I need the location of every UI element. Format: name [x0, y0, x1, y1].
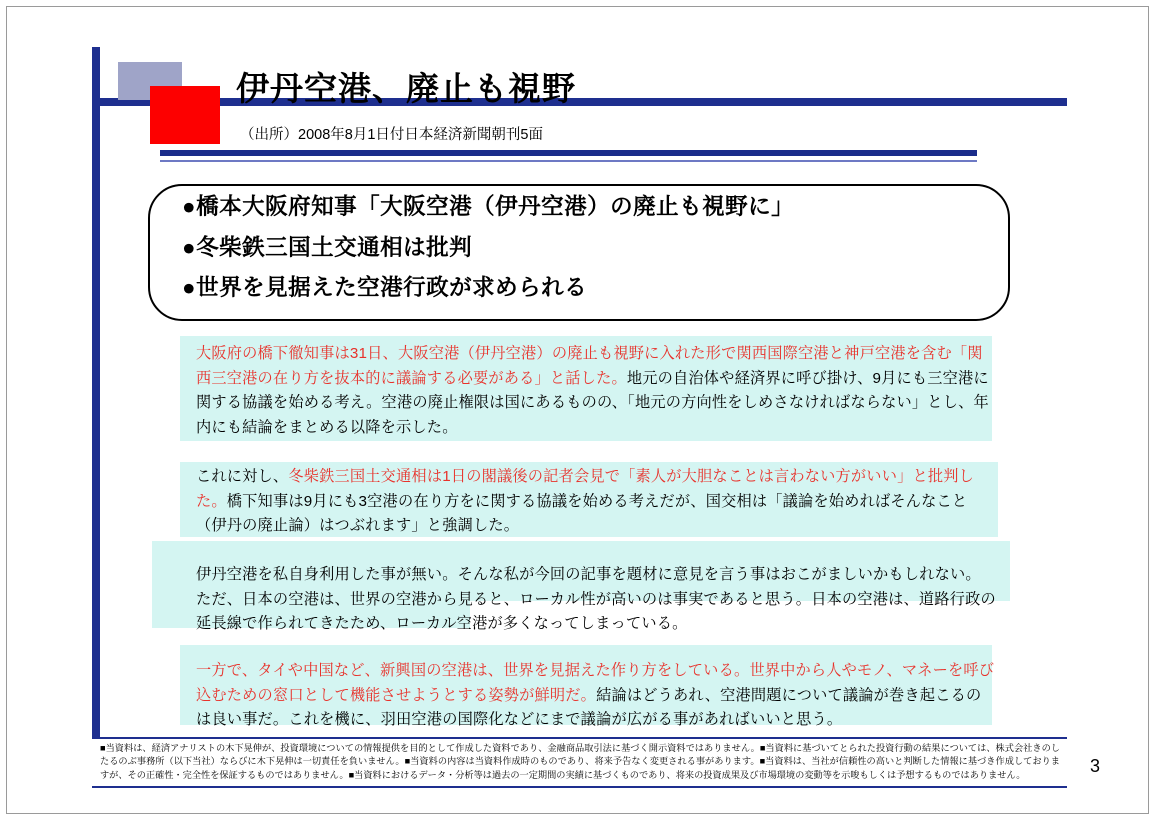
- body-paragraph: [196, 659, 996, 733]
- source-citation: （出所）2008年8月1日付日本経済新聞朝刊5面: [240, 127, 543, 143]
- paragraph-segment: 冬柴鉄三国土交通相は1日の閣議後の記者会見で「素人が大胆なことは言わない方がいい」と批判した。: [196, 468, 975, 510]
- body-paragraph: [196, 563, 996, 637]
- left-edge-bar: [92, 106, 100, 738]
- callout-item: ●橋本大阪府知事「大阪空港（伊丹空港）の廃止も視野に」: [182, 194, 795, 219]
- footer-rule-top: [92, 737, 1067, 739]
- paragraph-segment: 橋下知事は9月にも3空港の在り方をに関する協議を始める考えだが、国交相は「議論を始めればそんなこと（伊丹の廃止論）はつぶれます」と強調した。: [196, 492, 968, 535]
- footer-rule-bottom: [92, 786, 1067, 788]
- header-red-square: [150, 86, 220, 144]
- body-paragraph: [196, 342, 996, 441]
- page-title: 伊丹空港、廃止も視野: [236, 70, 576, 107]
- header-underline-thick: [160, 150, 977, 156]
- callout-item: ●世界を見据えた空港行政が求められる: [182, 275, 588, 300]
- summary-callout-list: [182, 196, 982, 318]
- body-paragraph: [196, 465, 996, 539]
- paragraph-segment: 地元の自治体や経済界に呼び掛け、9月にも三空港に関する協議を始める考え。空港の廃止権限は国にあるものの、「地元の方向性をしめさなければならない」とし、年内にも結論をまとめる以降を示した。: [196, 369, 989, 436]
- paragraph-segment: 大阪府の橋下徹知事は31日、大阪空港（伊丹空港）の廃止も視野に入れた形で関西国際空港と神戸空港を含む「関西三空港の在り方を抜本的に議論する必要がある」と話した。: [196, 345, 983, 387]
- paragraph-segment: 結論はどうあれ、空港問題について議論が巻き起こるのは良い事だ。これを機に、羽田空港の国際化などにまで議論が広がる事があればいいと思う。: [196, 686, 982, 729]
- paragraph-segment: これに対し、: [196, 468, 289, 485]
- page-number: 3: [1090, 756, 1101, 776]
- disclaimer-text: ■当資料は、経済アナリストの木下晃伸が、投資環境についての情報提供を目的として作成した資料であり、金融商品取引法に基づく開示資料ではありません。■当資料に基づいてとられた投資行動の結果については、株式会社きのしたるのぶ事務所（以下当社）ならびに木下晃伸は一切責任を負いません。■当資料の内容は当資料作成時のものであり、将来予告なく変更される事があります。■当資料は、当社が信頼性の高いと判断した情報に基づき作成しておりますが、その正確性・完全性を保証するものではありません。■当資料におけるデータ・分析等は過去の一定期間の実績に基づくものであり、将来の投資成果及び市場環境の変動等を示唆もしくは予想するものではありません。: [100, 743, 1061, 780]
- paragraph-segment: 一方で、タイや中国など、新興国の空港は、世界を見据えた作り方をしている。世界中から人やモノ、マネーを呼び込むための窓口として機能させようとする姿勢が鮮明だ。: [196, 662, 995, 704]
- paragraph-segment: 伊丹空港を私自身利用した事が無い。そんな私が今回の記事を題材に意見を言う事はおこがましいかもしれない。ただ、日本の空港は、世界の空港から見ると、ローカル性が高いのは事実であると思う。日本の空港は、道路行政の延長線で作られてきたため、ローカル空港が多くなってしまっている。: [196, 566, 996, 633]
- header-underline-thin: [160, 160, 977, 162]
- callout-item: ●冬柴鉄三国土交通相は批判: [182, 234, 473, 260]
